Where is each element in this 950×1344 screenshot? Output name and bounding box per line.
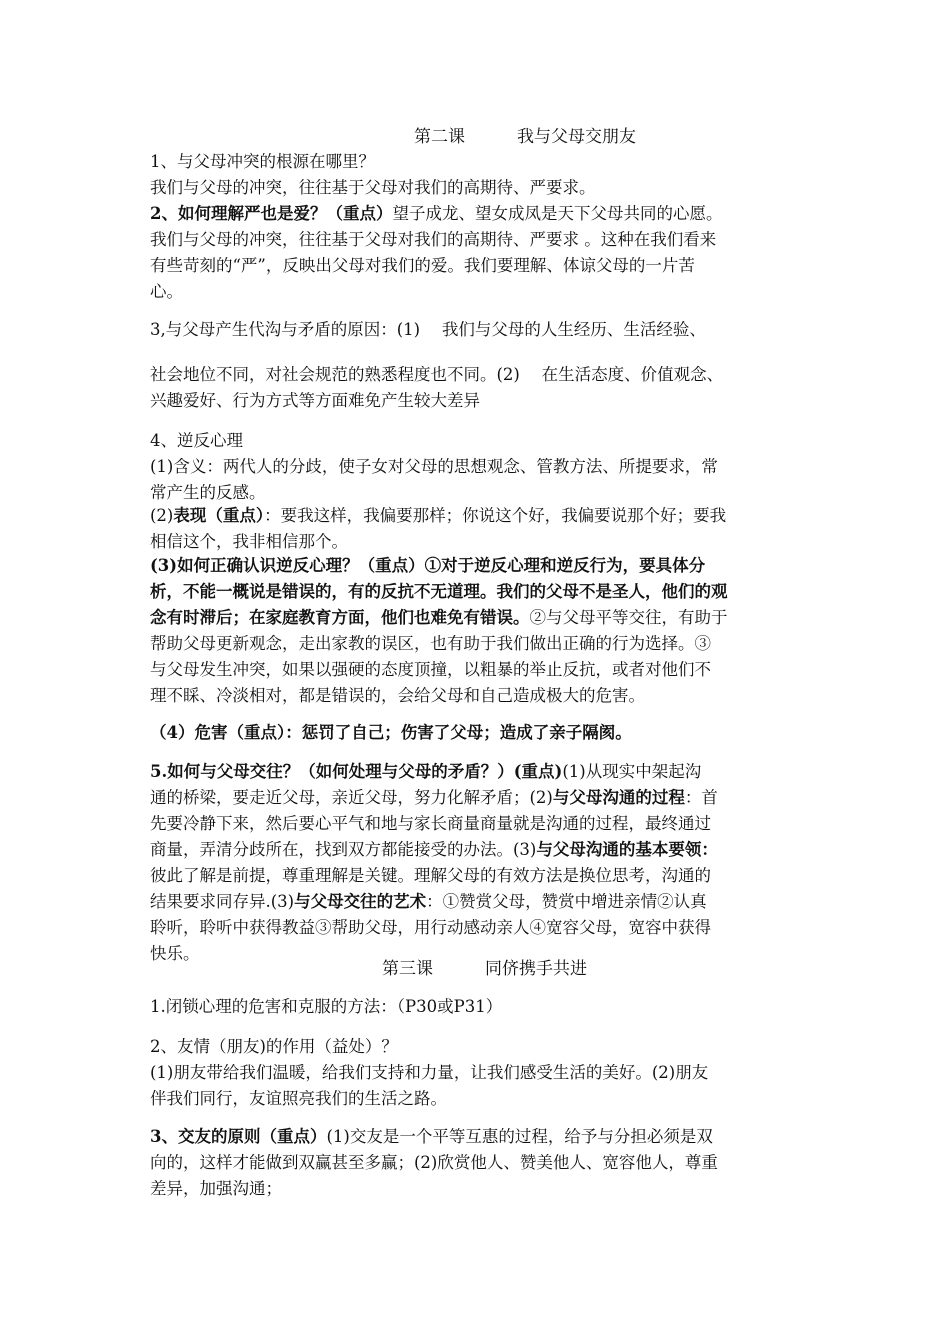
l2-q4-3-line1: (3)如何正确认识逆反心理？（重点）①对于逆反心理和逆反行为，要具体分 — [150, 556, 706, 575]
l2-q4-2-line2: 相信这个，我非相信那个。 — [150, 532, 348, 551]
l2-q2-line4: 心。 — [150, 282, 183, 301]
l2-q4-1-line2: 常产生的反感。 — [150, 483, 266, 502]
lesson2-title-name: 我与父母交朋友 — [517, 127, 636, 147]
l2-q5-line5: 彼此了解是前提，尊重理解是关键。理解父母的有效方法是换位思考，沟通的 — [150, 866, 711, 885]
l2-q5-text6c: ：①赞赏父母，赞赏中增进亲情②认真 — [426, 892, 707, 911]
l3-q3-line2: 向的，这样才能做到双赢甚至多赢；(2)欣赏他人、赞美他人、宽容他人，尊重 — [150, 1153, 718, 1172]
l2-q5-line6 — [150, 889, 800, 915]
l2-q5-text4a: 商量，弄清分歧所在，找到双方都能接受的办法。(3) — [150, 840, 537, 859]
l2-q5-line7: 聆听，聆听中获得教益③帮助父母，用行动感动亲人④宽容父母，宽容中获得 — [150, 918, 711, 937]
l3-q2-title: 2、友情（朋友)的作用（益处）？ — [150, 1037, 398, 1056]
l2-q4-3-line2: 析，不能一概说是错误的，有的反抗不无道理。我们的父母不是圣人，他们的观 — [150, 582, 728, 601]
l2-q5-line8: 快乐。 — [150, 944, 200, 963]
l2-q3-line3: 兴趣爱好、行为方式等方面难免产生较大差异 — [150, 391, 480, 410]
l2-q3-line2: 社会地位不同，对社会规范的熟悉程度也不同。(2) 在生活态度、价值观念、 — [150, 365, 724, 384]
l2-q4-3-line6: 理不睬、冷淡相对，都是错误的，会给父母和自己造成极大的危害。 — [150, 686, 645, 705]
l2-q1: 1、与父母冲突的根源在哪里？ — [150, 152, 375, 171]
l2-q4-3-line4: 帮助父母更新观念，走出家教的误区，也有助于我们做出正确的行为选择。③ — [150, 634, 711, 653]
lesson3-title-number: 第三课 — [382, 959, 433, 979]
l2-q4-3-text: ②与父母平等交往，有助于 — [529, 608, 728, 627]
l2-q4-2-prefix: (2) — [150, 506, 174, 525]
l2-q5-bold6: 与父母交往的艺术 — [294, 892, 427, 911]
l2-q5-bold2: 与父母沟通的过程 — [552, 788, 685, 807]
l2-q5-bold4: 与父母沟通的基本要领： — [536, 840, 718, 859]
l2-q5-line4 — [150, 837, 800, 863]
l2-q5-label: 5.如何与父母交往？（如何处理与父母的矛盾？）(重点) — [150, 762, 563, 781]
l3-q1: 1.闭锁心理的危害和克服的方法：（P30或P31） — [150, 997, 503, 1016]
l2-q5-line2 — [150, 785, 800, 811]
lesson3-title — [382, 956, 587, 982]
l2-q5-line1 — [150, 759, 800, 785]
l2-q4-1-line1: (1)含义：两代人的分歧，使子女对父母的思想观念、管教方法、所提要求，常 — [150, 457, 718, 476]
lesson2-title-number: 第二课 — [414, 127, 465, 147]
l2-q3-line1: 3,与父母产生代沟与矛盾的原因：(1) 我们与父母的人生经历、生活经验、 — [150, 320, 706, 339]
l2-q2-line1 — [150, 201, 800, 227]
lesson3-title-name: 同侪携手共进 — [485, 959, 587, 979]
l2-q2-line3: 有些苛刻的“严”，反映出父母对我们的爱。我们要理解、体谅父母的一片苦 — [150, 256, 695, 275]
l2-a1: 我们与父母的冲突，往往基于父母对我们的高期待、严要求。 — [150, 178, 596, 197]
l2-q2-line2: 我们与父母的冲突，往往基于父母对我们的高期待、严要求 。这种在我们看来 — [150, 230, 717, 249]
l2-q4-3-line3 — [150, 605, 800, 631]
l3-q2-line1: (1)朋友带给我们温暖，给我们支持和力量，让我们感受生活的美好。(2)朋友 — [150, 1063, 709, 1082]
l2-q4-3-line5: 与父母发生冲突，如果以强硬的态度顶撞，以粗暴的举止反抗，或者对他们不 — [150, 660, 711, 679]
l2-q2-label: 2、如何理解严也是爱？（重点） — [150, 204, 393, 223]
l2-q5-text1: (1)从现实中架起沟 — [562, 762, 702, 781]
l2-q5-text2c: ：首 — [684, 788, 718, 807]
l3-q3-line1 — [150, 1124, 800, 1150]
l3-q3-line3: 差异，加强沟通； — [150, 1179, 282, 1198]
lesson2-title — [414, 124, 636, 150]
l2-q4-title: 4、逆反心理 — [150, 431, 243, 450]
l2-q5-text6a: 结果要求同存异.(3) — [150, 892, 295, 911]
l3-q2-line2: 伴我们同行，友谊照亮我们的生活之路。 — [150, 1089, 447, 1108]
l2-q4-2-text: ：要我这样，我偏要那样；你说这个好，我偏要说那个好；要我 — [264, 506, 727, 525]
l3-q3-text: (1)交友是一个平等互惠的过程，给予与分担必须是双 — [326, 1127, 713, 1146]
l2-q4-2-label: 表现（重点） — [173, 506, 265, 525]
l2-q4-4: （4）危害（重点）：惩罚了自己；伤害了父母；造成了亲子隔阂。 — [150, 723, 632, 742]
l3-q3-label: 3、交友的原则（重点） — [150, 1127, 327, 1146]
l2-q5-line3: 先要冷静下来，然后要心平气和地与家长商量商量就是沟通的过程，最终通过 — [150, 814, 711, 833]
l2-q5-text2a: 通的桥梁，要走近父母，亲近父母，努力化解矛盾；(2) — [150, 788, 553, 807]
l2-q4-3-bold: 念有时滞后；在家庭教育方面，他们也难免有错误。 — [150, 608, 530, 627]
l2-q4-2-line1 — [150, 503, 800, 529]
l2-q2-text: 望子成龙、望女成凤是天下父母共同的心愿。 — [392, 204, 723, 223]
